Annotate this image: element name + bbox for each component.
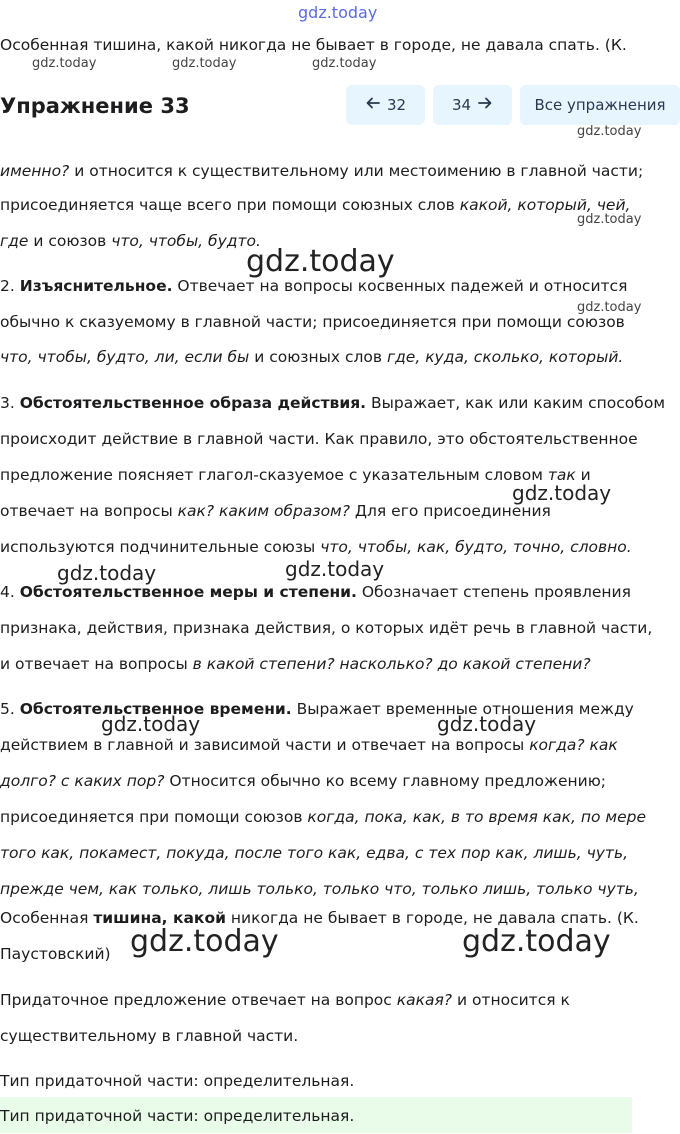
watermark: gdz.today xyxy=(462,924,611,959)
text-line: 5. Обстоятельственное времени. Выражает временные отношения между xyxy=(0,700,634,718)
text-line: присоединяется при помощи союзов когда, пока, как, в то время как, по мере xyxy=(0,808,647,826)
text-line: существительному в главной части. xyxy=(0,1027,299,1045)
arrow-right-icon xyxy=(477,95,493,115)
text-line: и отвечает на вопросы в какой степени? насколько? до какой степени? xyxy=(0,655,591,673)
watermark: gdz.today xyxy=(246,244,395,279)
answer-line: Тип придаточной части: определительная. xyxy=(0,1072,355,1090)
text-line: долго? с каких пор? Относится обычно ко всему главному предложению; xyxy=(0,772,607,790)
text-line: где и союзов что, чтобы, будто. xyxy=(0,232,261,250)
text-line: происходит действие в главной части. Как правило, это обстоятельственное xyxy=(0,430,638,448)
text-line: предложение поясняет глагол-сказуемое с указательным словом так и xyxy=(0,466,591,484)
text-line: используются подчинительные союзы что, чтобы, как, будто, точно, словно. xyxy=(0,538,632,556)
all-exercises-button[interactable] xyxy=(520,85,680,125)
answer-line-highlighted: Тип придаточной части: определительная. xyxy=(0,1107,355,1125)
text-line: действием в главной и зависимой части и отвечает на вопросы когда? как xyxy=(0,736,618,754)
watermark: gdz.today xyxy=(298,3,378,22)
watermark: gdz.today xyxy=(577,212,642,227)
text-line: что, чтобы, будто, ли, если бы и союзных слов где, куда, сколько, который. xyxy=(0,348,624,366)
text-line: прежде чем, как только, лишь только, только что, только лишь, только чуть, xyxy=(0,880,639,898)
watermark: gdz.today xyxy=(101,712,201,736)
prev-exercise-button[interactable] xyxy=(346,85,425,125)
text-line: Придаточное предложение отвечает на вопрос какая? и относится к xyxy=(0,991,570,1009)
next-exercise-button[interactable] xyxy=(433,85,512,125)
all-exercises-label: Все упражнения xyxy=(534,96,666,114)
text-line: присоединяется чаще всего при помощи союзных слов какой, который, чей, xyxy=(0,196,631,214)
watermark: gdz.today xyxy=(577,300,642,315)
text-line: 3. Обстоятельственное образа действия. Выражает, как или каким способом xyxy=(0,394,666,412)
watermark: gdz.today xyxy=(32,56,97,71)
prev-exercise-label: 32 xyxy=(386,96,407,114)
text-line: именно? и относится к существительному или местоимению в главной части; xyxy=(0,162,644,180)
text-line: Особенная тишина, какой никогда не бывает в городе, не давала спать. (К. xyxy=(0,909,639,927)
next-exercise-label: 34 xyxy=(451,96,472,114)
watermark: gdz.today xyxy=(312,56,377,71)
page-title: Упражнение 33 xyxy=(0,94,190,118)
watermark: gdz.today xyxy=(285,557,385,581)
text-line: Особенная тишина, какой никогда не бывает в городе, не давала спать. (К. xyxy=(0,36,627,54)
text-line: того как, покамест, покуда, после того как, едва, с тех пор как, лишь, чуть, xyxy=(0,844,629,862)
watermark: gdz.today xyxy=(57,561,157,585)
text-line: Паустовский) xyxy=(0,945,111,963)
watermark: gdz.today xyxy=(437,712,537,736)
watermark: gdz.today xyxy=(577,124,642,139)
text-line: обычно к сказуемому в главной части; присоединяется при помощи союзов xyxy=(0,313,625,331)
text-line: отвечает на вопросы как? каким образом? Для его присоединения xyxy=(0,502,551,520)
text-line: 4. Обстоятельственное меры и степени. Обозначает степень проявления xyxy=(0,583,631,601)
watermark: gdz.today xyxy=(130,924,279,959)
watermark: gdz.today xyxy=(172,56,237,71)
exercise-header xyxy=(0,84,680,128)
text-line: признака, действия, признака действия, о которых идёт речь в главной части, xyxy=(0,619,653,637)
watermark: gdz.today xyxy=(512,481,612,505)
text-line: 2. Изъяснительное. Отвечает на вопросы косвенных падежей и относится xyxy=(0,277,628,295)
arrow-left-icon xyxy=(365,95,381,115)
